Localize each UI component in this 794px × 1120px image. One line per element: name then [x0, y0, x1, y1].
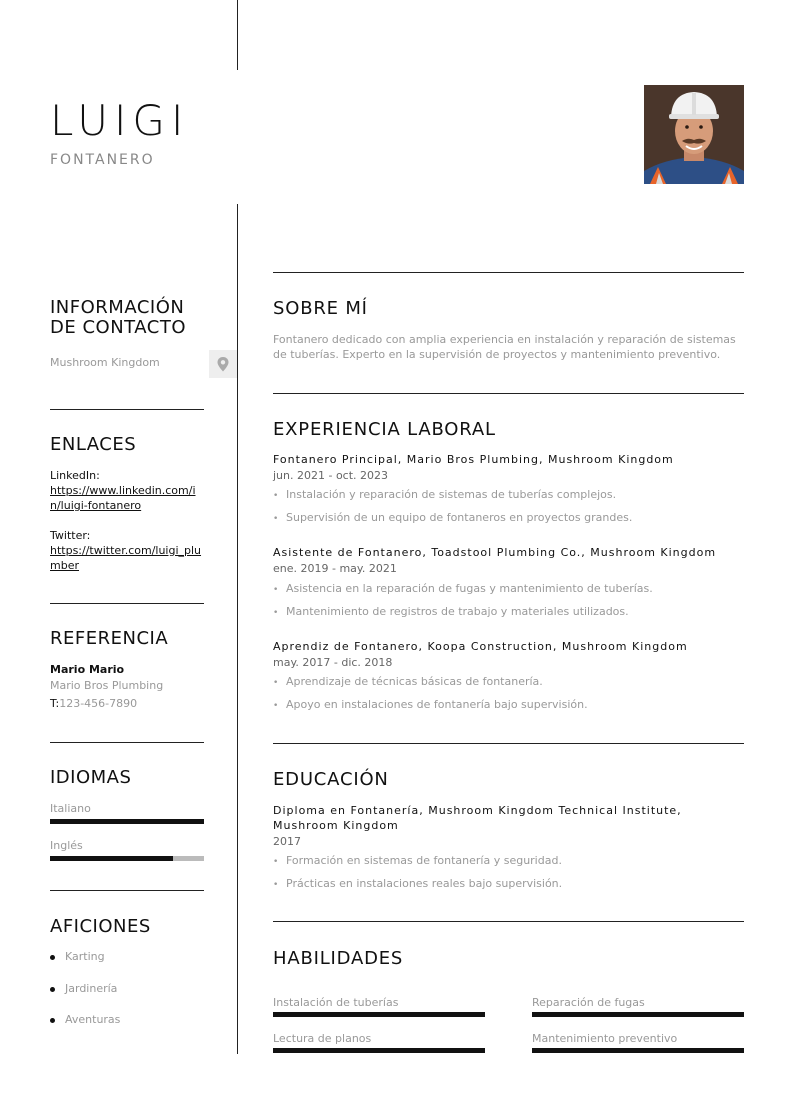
- skill-label: Reparación de fugas: [532, 996, 645, 1009]
- contact-heading-line1: INFORMACIÓN: [50, 297, 185, 318]
- language-name: Inglés: [50, 839, 83, 852]
- education-year: 2017: [273, 835, 301, 848]
- skill-bar: [532, 1048, 744, 1053]
- twitter-label: Twitter:: [50, 529, 91, 542]
- skill-bar: [273, 1012, 485, 1017]
- hobby-item: Jardinería: [65, 982, 118, 995]
- skill-label: Mantenimiento preventivo: [532, 1032, 678, 1045]
- job-dates: may. 2017 - dic. 2018: [273, 656, 393, 669]
- reference-heading: REFERENCIA: [50, 628, 169, 649]
- job-title: Aprendiz de Fontanero, Koopa Construction, Mushroom Kingdom: [273, 640, 688, 653]
- divider-line: [50, 742, 204, 743]
- top-divider-line: [237, 0, 238, 70]
- education-bullet: • Formación en sistemas de fontanería y seguridad.: [273, 854, 743, 867]
- linkedin-label: LinkedIn:: [50, 469, 100, 482]
- contact-address: Mushroom Kingdom: [50, 356, 160, 369]
- languages-heading: IDIOMAS: [50, 767, 132, 788]
- location-pin-icon: [209, 350, 237, 378]
- skill-label: Lectura de planos: [273, 1032, 372, 1045]
- job-dates: ene. 2019 - may. 2021: [273, 562, 397, 575]
- language-level-bar: [50, 856, 204, 861]
- education-bullet: • Prácticas en instalaciones reales bajo supervisión.: [273, 877, 743, 890]
- phone-label: T:: [50, 697, 60, 710]
- phone-value: 123-456-7890: [59, 697, 138, 710]
- hobby-item: Karting: [65, 950, 105, 963]
- education-title: Diploma en Fontanería, Mushroom Kingdom Technical Institute, Mushroom Kingdom: [273, 804, 682, 832]
- language-level-fill: [50, 856, 173, 861]
- bullet-dot: [50, 987, 55, 992]
- bullet-dot: [50, 1018, 55, 1023]
- job-bullet: • Mantenimiento de registros de trabajo y materiales utilizados.: [273, 605, 743, 618]
- divider-line: [273, 393, 744, 394]
- hobby-item: Aventuras: [65, 1013, 121, 1026]
- language-level-fill: [50, 819, 204, 824]
- candidate-title: FONTANERO: [50, 152, 155, 168]
- skills-heading: HABILIDADES: [273, 948, 404, 969]
- divider-line: [273, 272, 744, 273]
- divider-line: [50, 409, 204, 410]
- bullet-dot: [50, 955, 55, 960]
- job-dates: jun. 2021 - oct. 2023: [273, 469, 389, 482]
- language-level-bar: [50, 819, 204, 824]
- education-heading: EDUCACIÓN: [273, 769, 389, 790]
- skill-bar: [273, 1048, 485, 1053]
- column-divider-line: [237, 204, 238, 1054]
- job-bullet: • Apoyo en instalaciones de fontanería bajo supervisión.: [273, 698, 743, 711]
- job-bullet: • Instalación y reparación de sistemas de tuberías complejos.: [273, 488, 743, 501]
- contact-heading-line2: DE CONTACTO: [50, 317, 186, 338]
- twitter-link[interactable]: https://twitter.com/luigi_plumber: [50, 544, 202, 572]
- about-heading: SOBRE MÍ: [273, 298, 368, 319]
- job-title: Fontanero Principal, Mario Bros Plumbing, Mushroom Kingdom: [273, 453, 674, 466]
- job-bullet: • Asistencia en la reparación de fugas y mantenimiento de tuberías.: [273, 582, 743, 595]
- linkedin-link[interactable]: https://www.linkedin.com/in/luigi-fontanero: [50, 484, 196, 512]
- contact-heading: [50, 298, 186, 338]
- about-text: Fontanero dedicado con amplia experiencia en instalación y reparación de sistemas de tuberías. Experto en la supervisión de proyectos y mantenimiento preventivo.: [273, 333, 736, 361]
- job-bullet: • Supervisión de un equipo de fontaneros en proyectos grandes.: [273, 511, 743, 524]
- divider-line: [273, 743, 744, 744]
- job-title: Asistente de Fontanero, Toadstool Plumbing Co., Mushroom Kingdom: [273, 546, 717, 559]
- experience-heading: EXPERIENCIA LABORAL: [273, 419, 496, 440]
- skill-bar: [532, 1012, 744, 1017]
- links-heading: ENLACES: [50, 434, 137, 455]
- divider-line: [50, 890, 204, 891]
- job-bullet: • Aprendizaje de técnicas básicas de fontanería.: [273, 675, 743, 688]
- reference-company: Mario Bros Plumbing: [50, 679, 164, 692]
- reference-phone: [50, 697, 137, 710]
- hobbies-heading: AFICIONES: [50, 916, 151, 937]
- candidate-name: LUIGI: [50, 96, 190, 145]
- skill-label: Instalación de tuberías: [273, 996, 399, 1009]
- divider-line: [273, 921, 744, 922]
- language-name: Italiano: [50, 802, 91, 815]
- reference-name: Mario Mario: [50, 663, 125, 676]
- profile-photo: [644, 85, 744, 184]
- divider-line: [50, 603, 204, 604]
